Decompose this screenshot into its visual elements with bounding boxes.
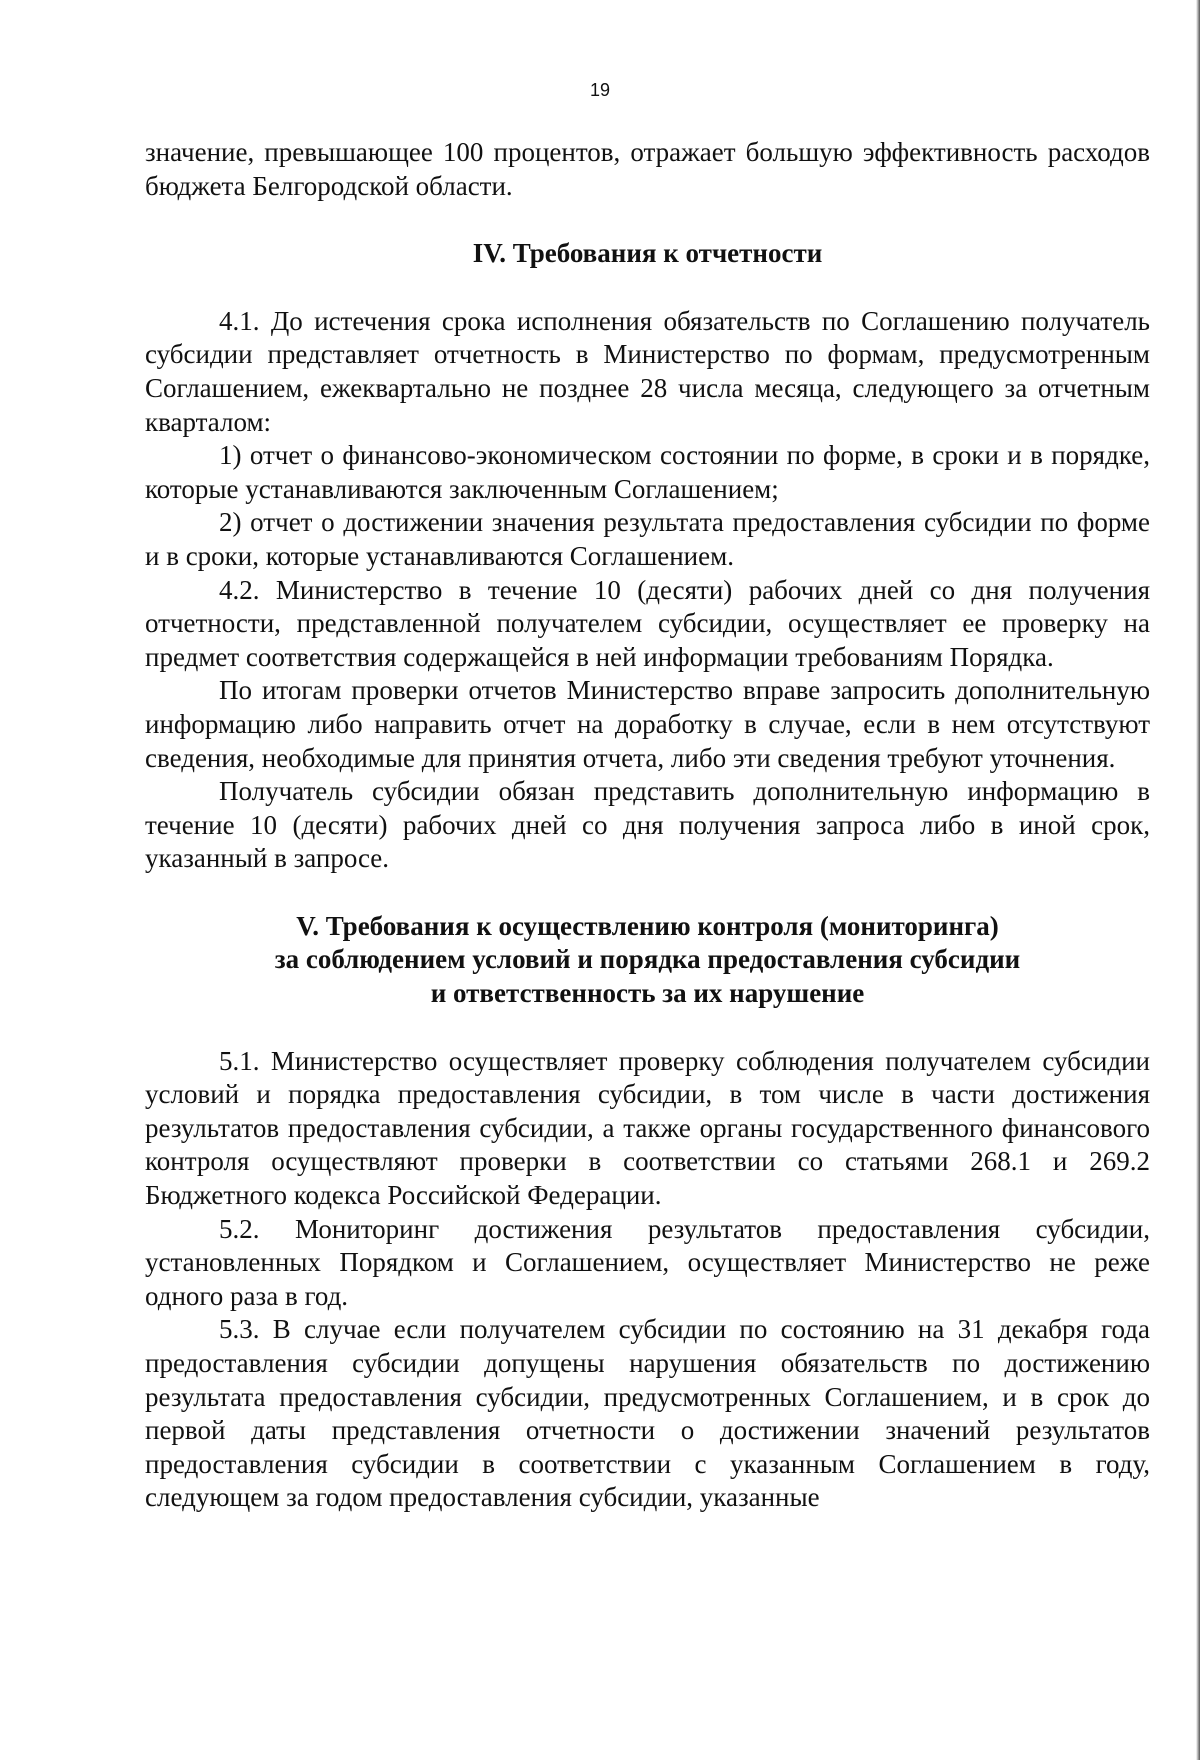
list-item-1: 1) отчет о финансово-экономическом состоянии по форме, в сроки и в порядке, которые устанавливаются заключенным Соглашением; — [145, 440, 1150, 504]
intro-paragraph: значение, превышающее 100 процентов, отражает большую эффективность расходов бюджета Белгородской области. — [145, 137, 1150, 201]
paragraph-recipient: Получатель субсидии обязан представить дополнительную информацию в течение 10 (десяти) рабочих дней со дня получения запроса либо в иной срок, указанный в запросе. — [145, 776, 1150, 874]
page-edge-shadow — [1196, 0, 1200, 1760]
document-body — [145, 136, 1150, 1515]
paragraph-5-3: 5.3. В случае если получателем субсидии по состоянию на 31 декабря года предоставления субсидии допущены нарушения обязательств по достижению результата предоставления субсидии, предусмотренных Соглашением, и в срок до первой даты представления отчетности о достижении значений результатов предоставления субсидии в соответствии с указанным Соглашением в году, следующем за годом предоставления субсидии, указанные — [145, 1314, 1150, 1513]
paragraph-4-1: 4.1. До истечения срока исполнения обязательств по Соглашению получатель субсидии представляет отчетность в Министерство по формам, предусмотренным Соглашением, ежеквартально не позднее 28 числа месяца, следующего за отчетным кварталом: — [145, 305, 1150, 437]
page-number: 19 — [589, 80, 611, 100]
section-4-heading: IV. Требования к отчетности — [472, 238, 823, 269]
paragraph-4-2: 4.2. Министерство в течение 10 (десяти) рабочих дней со дня получения отчетности, представленной получателем субсидии, осуществляет ее проверку на предмет соответствия содержащейся в ней информации требованиям Порядка. — [145, 574, 1150, 672]
paragraph-5-2: 5.2. Мониторинг достижения результатов предоставления субсидии, установленных Порядком и Соглашением, осуществляет Министерство не реже одного раза в год. — [145, 1213, 1150, 1311]
section-5-heading-line-3: и ответственность за их нарушение — [430, 978, 865, 1009]
paragraph-5-1: 5.1. Министерство осуществляет проверку соблюдения получателем субсидии условий и порядка предоставления субсидии, в том числе в части достижения результатов предоставления субсидии, а также органы государственного финансового контроля осуществляют проверки в соответствии со статьями 268.1 и 269.2 Бюджетного кодекса Российской Федерации. — [145, 1045, 1150, 1211]
list-item-2: 2) отчет о достижении значения результата предоставления субсидии по форме и в сроки, которые устанавливаются Соглашением. — [145, 507, 1150, 571]
section-5-heading-line-2: за соблюдением условий и порядка предоставления субсидии — [274, 944, 1021, 975]
paragraph-review: По итогам проверки отчетов Министерство вправе запросить дополнительную информацию либо направить отчет на доработку в случае, если в нем отсутствуют сведения, необходимые для принятия отчета, либо эти сведения требуют уточнения. — [145, 675, 1150, 773]
section-5-heading-line-1: V. Требования к осуществлению контроля (мониторинга) — [296, 910, 999, 941]
section-5-heading — [145, 910, 1150, 1011]
